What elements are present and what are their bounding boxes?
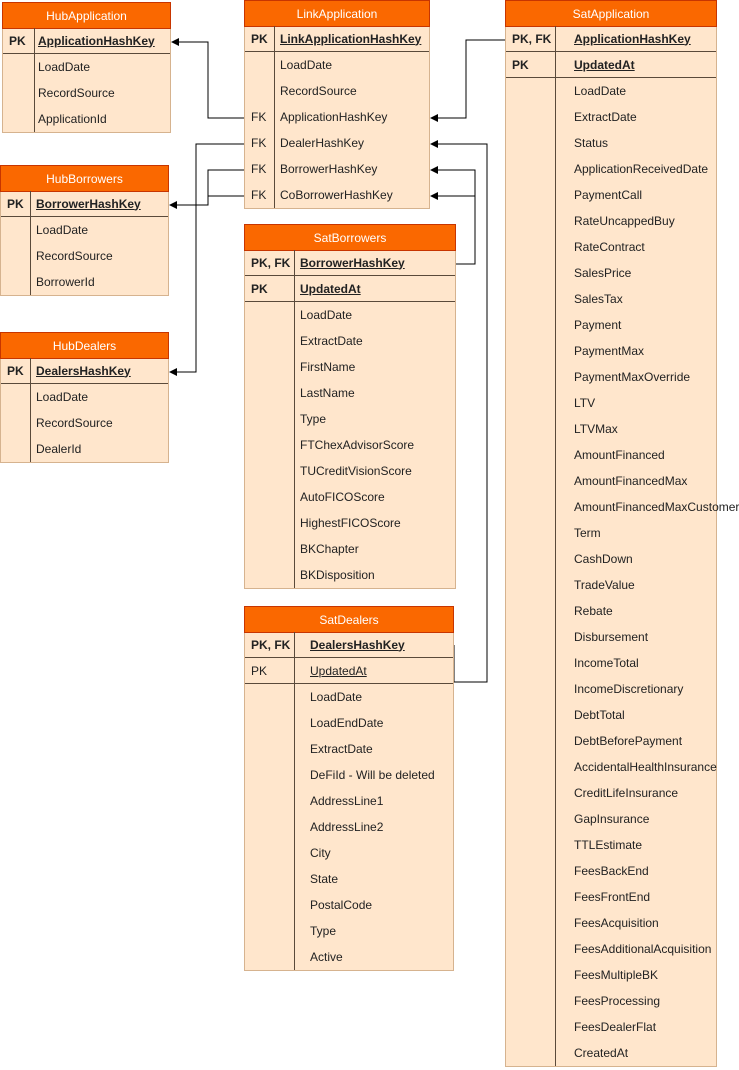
field-name: ExtractDate: [300, 334, 363, 348]
connector-link-borrower-to-hub-borrowers: [170, 170, 244, 205]
table-row[interactable]: [506, 962, 716, 988]
table-row[interactable]: [506, 1014, 716, 1040]
table-row[interactable]: [245, 736, 453, 762]
table-row[interactable]: [506, 780, 716, 806]
key-cell: [506, 832, 556, 858]
key-cell: [245, 380, 295, 406]
key-cell: [245, 840, 295, 866]
field-name: LoadDate: [36, 390, 89, 404]
field-name: LoadDate: [300, 308, 353, 322]
table-row[interactable]: [245, 632, 453, 658]
table-row[interactable]: [506, 208, 716, 234]
field-name: LastName: [300, 386, 355, 400]
table-title: HubDealers: [0, 332, 169, 359]
field-name: DealersHashKey: [310, 637, 405, 652]
table-row[interactable]: [245, 406, 455, 432]
field-name: AddressLine1: [310, 794, 384, 808]
field-name: DealerId: [36, 442, 82, 456]
table-row[interactable]: [506, 260, 716, 286]
field-name: State: [310, 872, 339, 886]
table-hub-dealers[interactable]: [0, 332, 169, 463]
table-row[interactable]: [506, 676, 716, 702]
key-cell: [3, 54, 35, 80]
field-name: RecordSource: [36, 249, 113, 263]
key-cell: [1, 384, 31, 410]
table-row[interactable]: [245, 866, 453, 892]
field-name: AutoFICOScore: [300, 490, 385, 504]
key-cell: [245, 78, 275, 104]
table-row[interactable]: [506, 286, 716, 312]
table-row[interactable]: [506, 546, 716, 572]
table-row[interactable]: [1, 269, 168, 295]
field-name: FeesFrontEnd: [574, 890, 651, 904]
table-row[interactable]: [245, 156, 429, 182]
table-row[interactable]: [506, 832, 716, 858]
key-cell: [506, 702, 556, 728]
key-cell: FK: [245, 130, 275, 156]
table-row[interactable]: [245, 130, 429, 156]
field-name: CoBorrowerHashKey: [280, 188, 393, 202]
field-name: LTV: [574, 396, 596, 410]
field-name: FeesDealerFlat: [574, 1020, 657, 1034]
field-name: LTVMax: [574, 422, 618, 436]
table-row[interactable]: [245, 380, 455, 406]
key-cell: [506, 884, 556, 910]
table-row[interactable]: [506, 312, 716, 338]
field-name: LoadDate: [574, 84, 627, 98]
table-row[interactable]: [506, 754, 716, 780]
field-name: LoadDate: [280, 58, 333, 72]
field-name: ExtractDate: [574, 110, 637, 124]
field-name: UpdatedAt: [300, 281, 361, 296]
table-row[interactable]: [245, 484, 455, 510]
field-name: AccidentalHealthInsurance: [574, 760, 717, 774]
key-cell: [245, 536, 295, 562]
table-title: SatBorrowers: [244, 224, 456, 251]
field-name: ApplicationHashKey: [574, 31, 691, 46]
table-row[interactable]: [245, 840, 453, 866]
field-name: UpdatedAt: [574, 57, 635, 72]
field-name: IncomeTotal: [574, 656, 639, 670]
field-name: PostalCode: [310, 898, 373, 912]
connector-link-coborrower-to-hub-borrowers: [208, 196, 244, 205]
table-row[interactable]: [506, 702, 716, 728]
table-row[interactable]: [506, 728, 716, 754]
table-row[interactable]: [245, 510, 455, 536]
key-cell: PK: [1, 191, 31, 216]
field-name: LoadDate: [38, 60, 91, 74]
field-name: Disbursement: [574, 630, 649, 644]
table-row[interactable]: [3, 54, 170, 80]
key-cell: FK: [245, 182, 275, 208]
key-cell: [506, 130, 556, 156]
field-name: BKChapter: [300, 542, 359, 556]
table-row[interactable]: [245, 26, 429, 52]
key-cell: [506, 520, 556, 546]
field-name: TradeValue: [574, 578, 635, 592]
field-name: CreatedAt: [574, 1046, 629, 1060]
table-row[interactable]: [506, 234, 716, 260]
table-row[interactable]: [245, 52, 429, 78]
key-cell: [245, 302, 295, 328]
key-cell: [506, 936, 556, 962]
key-cell: [245, 458, 295, 484]
field-name: FirstName: [300, 360, 356, 374]
table-hub-application[interactable]: [2, 2, 171, 133]
table-row[interactable]: [506, 572, 716, 598]
key-cell: [506, 338, 556, 364]
table-row[interactable]: [245, 892, 453, 918]
key-cell: [506, 78, 556, 104]
key-cell: [506, 1014, 556, 1040]
field-name: DebtBeforePayment: [574, 734, 683, 748]
field-name: DebtTotal: [574, 708, 625, 722]
table-row[interactable]: [506, 494, 739, 520]
field-name: DealerHashKey: [280, 136, 365, 150]
key-cell: [245, 52, 275, 78]
table-row[interactable]: [506, 364, 716, 390]
field-name: GapInsurance: [574, 812, 650, 826]
table-row[interactable]: [245, 944, 453, 970]
field-name: RecordSource: [280, 84, 357, 98]
key-cell: [245, 710, 295, 736]
table-row[interactable]: [506, 988, 716, 1014]
table-row[interactable]: [1, 217, 168, 243]
key-cell: [1, 217, 31, 243]
key-cell: [1, 436, 31, 462]
table-row[interactable]: [506, 650, 716, 676]
field-name: Type: [310, 924, 337, 938]
key-cell: [506, 1040, 556, 1066]
table-row[interactable]: [506, 338, 716, 364]
key-cell: [245, 918, 295, 944]
table-row[interactable]: [3, 80, 170, 106]
table-row[interactable]: [245, 104, 429, 130]
field-name: RateContract: [574, 240, 645, 254]
table-row[interactable]: [1, 410, 168, 436]
table-row[interactable]: [506, 806, 716, 832]
table-row[interactable]: [245, 250, 455, 276]
key-cell: PK: [506, 52, 556, 77]
key-cell: [506, 650, 556, 676]
key-cell: PK, FK: [245, 250, 295, 275]
key-cell: [506, 286, 556, 312]
key-cell: [1, 243, 31, 269]
field-name: RecordSource: [36, 416, 113, 430]
table-row[interactable]: [245, 302, 455, 328]
connector-link-to-hub-application: [172, 42, 244, 118]
field-name: CashDown: [574, 552, 633, 566]
field-name: ApplicationHashKey: [280, 110, 388, 124]
field-name: FeesAdditionalAcquisition: [574, 942, 712, 956]
key-cell: [506, 364, 556, 390]
field-name: AmountFinanced: [574, 448, 665, 462]
field-name: UpdatedAt: [310, 663, 367, 678]
field-name: PaymentMax: [574, 344, 645, 358]
key-cell: PK, FK: [245, 632, 295, 657]
table-sat-dealers[interactable]: [244, 606, 454, 971]
field-name: LoadEndDate: [310, 716, 384, 730]
table-row[interactable]: [506, 442, 716, 468]
table-row[interactable]: [245, 762, 453, 788]
table-hub-borrowers[interactable]: [0, 165, 169, 296]
table-row[interactable]: [506, 1040, 716, 1066]
key-cell: [506, 910, 556, 936]
field-name: ApplicationId: [38, 112, 107, 126]
field-name: PaymentCall: [574, 188, 643, 202]
field-name: FeesAcquisition: [574, 916, 659, 930]
key-cell: [506, 442, 556, 468]
field-name: Status: [574, 136, 609, 150]
field-name: TUCreditVisionScore: [300, 464, 412, 478]
table-row[interactable]: [245, 788, 453, 814]
field-name: IncomeDiscretionary: [574, 682, 684, 696]
key-cell: [506, 390, 556, 416]
table-title: SatDealers: [244, 606, 454, 633]
table-row[interactable]: [245, 814, 453, 840]
key-cell: FK: [245, 156, 275, 182]
field-name: BorrowerId: [36, 275, 95, 289]
table-row[interactable]: [506, 104, 716, 130]
key-cell: [1, 269, 31, 295]
table-row[interactable]: [506, 884, 716, 910]
field-name: BKDisposition: [300, 568, 375, 582]
key-cell: PK, FK: [506, 26, 556, 51]
table-row[interactable]: [506, 936, 716, 962]
key-cell: [506, 780, 556, 806]
key-cell: [506, 208, 556, 234]
table-row[interactable]: [506, 156, 716, 182]
field-name: BorrowerHashKey: [36, 196, 141, 211]
key-cell: [506, 312, 556, 338]
table-row[interactable]: [245, 918, 453, 944]
key-cell: [506, 624, 556, 650]
key-cell: [506, 260, 556, 286]
table-row[interactable]: [506, 390, 716, 416]
key-cell: [245, 684, 295, 710]
key-cell: [245, 944, 295, 970]
field-name: SalesTax: [574, 292, 623, 306]
key-cell: PK: [3, 28, 35, 53]
table-row[interactable]: [245, 562, 455, 588]
key-cell: [245, 892, 295, 918]
key-cell: [245, 762, 295, 788]
table-row[interactable]: [245, 658, 453, 684]
table-row[interactable]: [1, 384, 168, 410]
key-cell: [245, 736, 295, 762]
key-cell: PK: [245, 26, 275, 51]
key-cell: [506, 598, 556, 624]
table-row[interactable]: [506, 130, 716, 156]
table-row[interactable]: [245, 78, 429, 104]
field-name: Term: [574, 526, 601, 540]
field-name: FeesProcessing: [574, 994, 661, 1008]
connector-sat-application-to-link: [431, 40, 505, 118]
field-name: LinkApplicationHashKey: [280, 31, 422, 46]
key-cell: [506, 546, 556, 572]
key-cell: [245, 788, 295, 814]
field-name: ExtractDate: [310, 742, 373, 756]
table-row[interactable]: [506, 78, 716, 104]
table-row[interactable]: [245, 536, 455, 562]
key-cell: [506, 858, 556, 884]
field-name: AmountFinancedMaxCustomer: [574, 500, 739, 514]
table-row[interactable]: [506, 598, 716, 624]
table-row[interactable]: [245, 432, 455, 458]
table-title: SatApplication: [505, 0, 717, 27]
table-row[interactable]: [245, 710, 453, 736]
table-row[interactable]: [506, 858, 716, 884]
key-cell: [3, 80, 35, 106]
key-cell: [245, 814, 295, 840]
table-link-application[interactable]: [244, 0, 430, 209]
table-row[interactable]: [3, 28, 170, 54]
table-title: HubBorrowers: [0, 165, 169, 192]
field-name: TTLEstimate: [574, 838, 643, 852]
table-sat-application[interactable]: [505, 0, 739, 1067]
table-row[interactable]: [506, 416, 716, 442]
key-cell: [506, 572, 556, 598]
field-name: PaymentMaxOverride: [574, 370, 691, 384]
field-name: FTChexAdvisorScore: [300, 438, 415, 452]
key-cell: [506, 806, 556, 832]
key-cell: [506, 156, 556, 182]
field-name: Type: [300, 412, 327, 426]
field-name: City: [310, 846, 331, 860]
table-row[interactable]: [245, 182, 429, 208]
key-cell: PK: [245, 276, 295, 301]
field-name: ApplicationReceivedDate: [574, 162, 709, 176]
field-name: RateUncappedBuy: [574, 214, 675, 228]
field-name: FeesBackEnd: [574, 864, 649, 878]
table-row[interactable]: [506, 468, 716, 494]
key-cell: [245, 510, 295, 536]
table-row[interactable]: [3, 106, 170, 132]
field-name: SalesPrice: [574, 266, 632, 280]
key-cell: [245, 562, 295, 588]
field-name: ApplicationHashKey: [38, 33, 155, 48]
field-name: Active: [310, 950, 343, 964]
field-name: BorrowerHashKey: [280, 162, 378, 176]
table-row[interactable]: [1, 191, 168, 217]
key-cell: [506, 754, 556, 780]
key-cell: [506, 494, 556, 520]
key-cell: [506, 182, 556, 208]
key-cell: [245, 354, 295, 380]
table-row[interactable]: [506, 26, 716, 52]
table-row[interactable]: [245, 354, 455, 380]
table-row[interactable]: [1, 436, 168, 462]
table-row[interactable]: [506, 910, 716, 936]
field-name: DealersHashKey: [36, 363, 131, 378]
connector-link-to-hub-dealers: [170, 144, 244, 372]
key-cell: [245, 866, 295, 892]
key-cell: [506, 676, 556, 702]
field-name: LoadDate: [310, 690, 363, 704]
key-cell: [245, 328, 295, 354]
field-name: LoadDate: [36, 223, 89, 237]
key-cell: [506, 728, 556, 754]
field-name: BorrowerHashKey: [300, 255, 405, 270]
table-row[interactable]: [506, 520, 716, 546]
table-row[interactable]: [245, 458, 455, 484]
field-name: HighestFICOScore: [300, 516, 401, 530]
table-title: HubApplication: [2, 2, 171, 29]
field-name: AddressLine2: [310, 820, 384, 834]
field-name: Payment: [574, 318, 622, 332]
table-title: LinkApplication: [244, 0, 430, 27]
key-cell: [245, 406, 295, 432]
field-name: RecordSource: [38, 86, 115, 100]
table-row[interactable]: [1, 243, 168, 269]
field-name: DeFiId - Will be deleted: [310, 768, 435, 782]
key-cell: [1, 410, 31, 436]
key-cell: PK: [1, 358, 31, 383]
key-cell: [245, 432, 295, 458]
table-row[interactable]: [506, 182, 716, 208]
key-cell: [3, 106, 35, 132]
key-cell: [506, 962, 556, 988]
key-cell: [506, 104, 556, 130]
table-row[interactable]: [506, 52, 716, 78]
table-row[interactable]: [245, 328, 455, 354]
key-cell: [506, 416, 556, 442]
field-name: FeesMultipleBK: [574, 968, 659, 982]
table-row[interactable]: [245, 684, 453, 710]
table-row[interactable]: [1, 358, 168, 384]
field-name: Rebate: [574, 604, 613, 618]
key-cell: [506, 468, 556, 494]
table-row[interactable]: [245, 276, 455, 302]
key-cell: [245, 484, 295, 510]
table-sat-borrowers[interactable]: [244, 224, 456, 589]
key-cell: [506, 234, 556, 260]
key-cell: PK: [245, 658, 295, 683]
key-cell: [506, 988, 556, 1014]
field-name: CreditLifeInsurance: [574, 786, 679, 800]
field-name: AmountFinancedMax: [574, 474, 688, 488]
key-cell: FK: [245, 104, 275, 130]
table-row[interactable]: [506, 624, 716, 650]
